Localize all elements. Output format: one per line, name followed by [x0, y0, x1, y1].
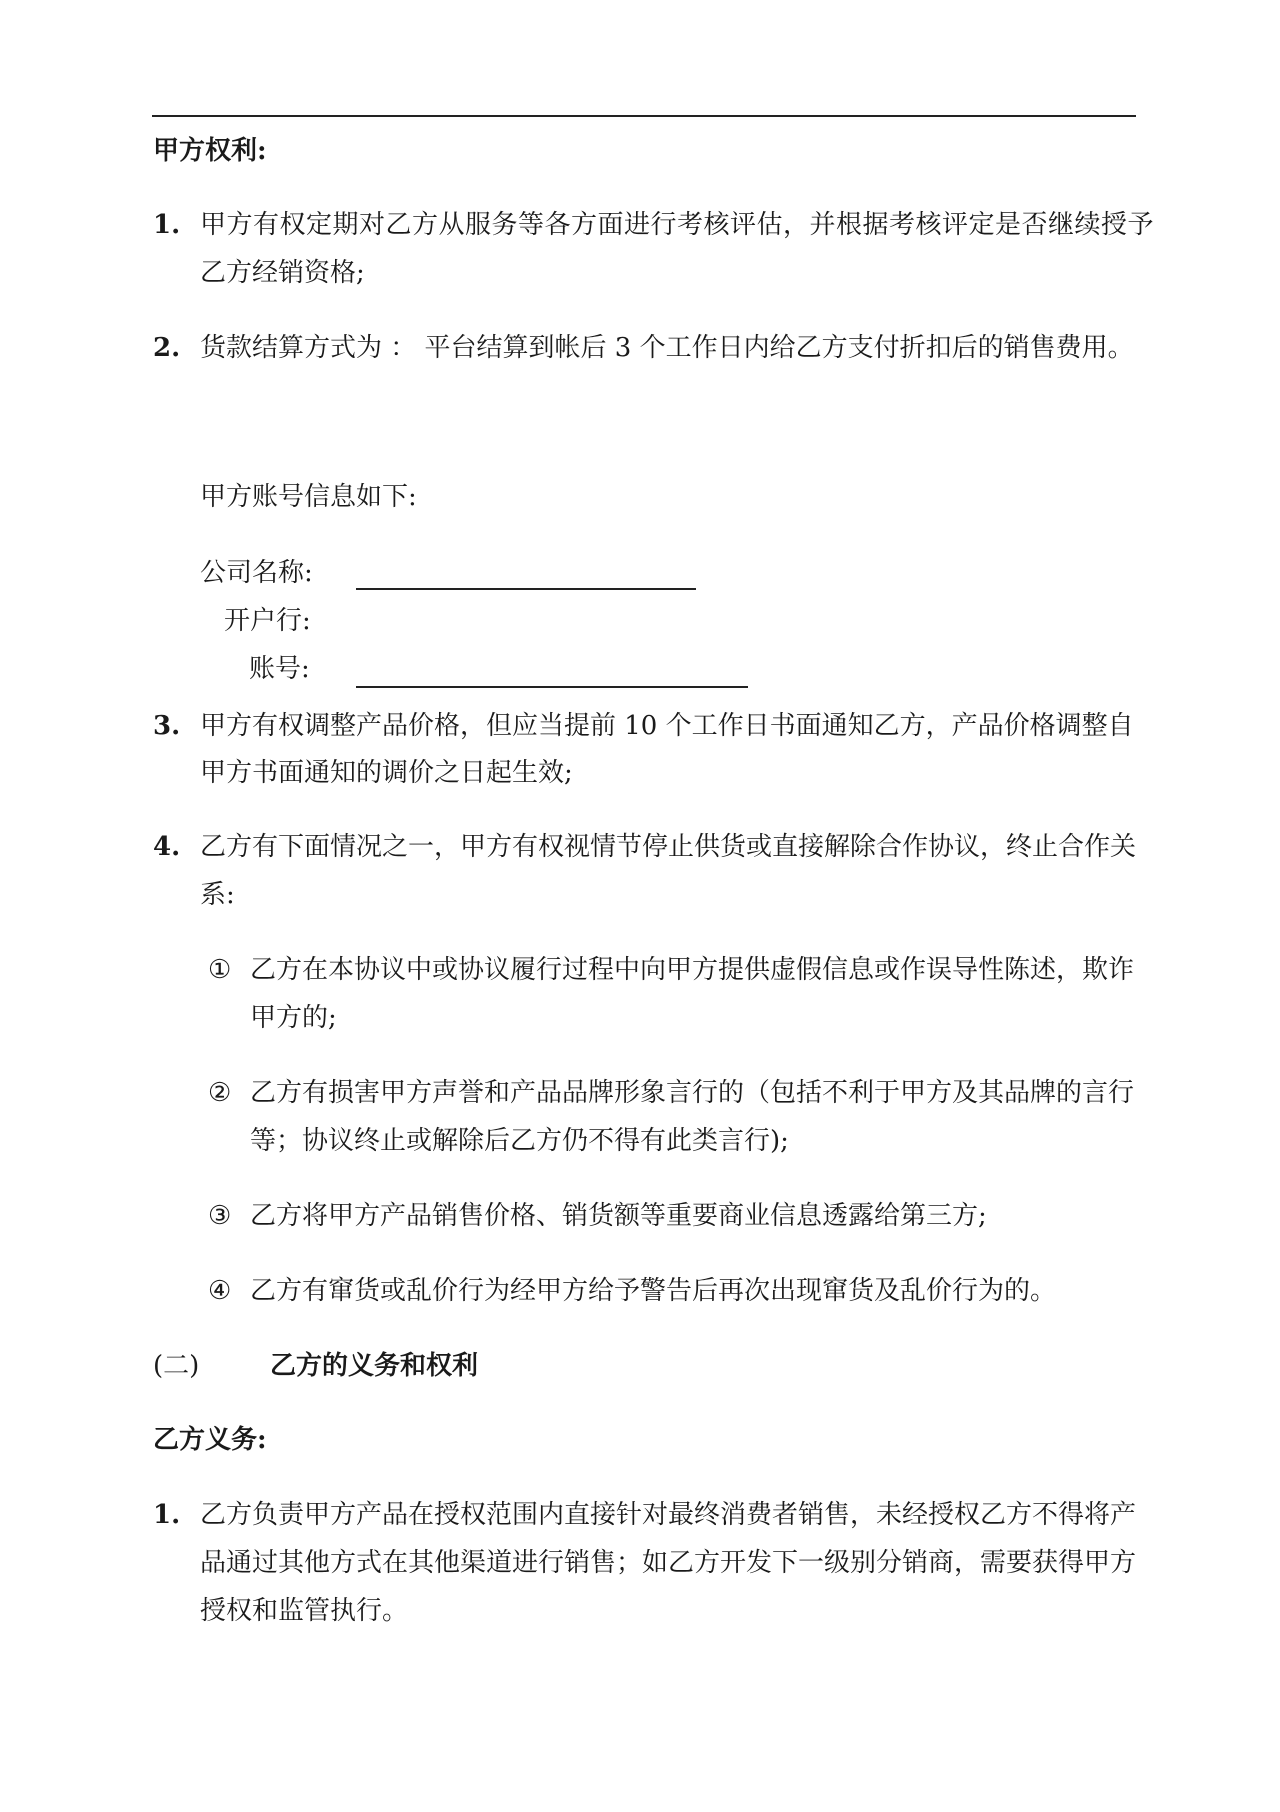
- party-a-rights-heading: 甲方权利:: [153, 136, 267, 166]
- item-1-line-1: 甲方有权定期对乙方从服务等各方面进行考核评估，并根据考核评定是否继续授予: [200, 210, 1155, 240]
- company-name-label: 公司名称:: [200, 558, 313, 588]
- sub-item-4-number: ④: [208, 1276, 232, 1306]
- sub-item-3-line-1: 乙方将甲方产品销售价格、销货额等重要商业信息透露给第三方;: [250, 1201, 987, 1231]
- company-name-blank: [356, 588, 696, 590]
- account-number-blank: [356, 686, 748, 688]
- sub-item-4-line-1: 乙方有窜货或乱价行为经甲方给予警告后再次出现窜货及乱价行为的。: [250, 1276, 1057, 1306]
- item-4-line-1: 乙方有下面情况之一，甲方有权视情节停止供货或直接解除合作协议，终止合作关: [200, 832, 1137, 862]
- sub-item-3-number: ③: [208, 1201, 232, 1231]
- item-4-line-2: 系:: [200, 880, 235, 910]
- bank-label: 开户行:: [224, 606, 311, 636]
- sub-item-2-line-2: 等；协议终止或解除后乙方仍不得有此类言行);: [250, 1126, 789, 1156]
- party-b-item-1-line-3: 授权和监管执行。: [200, 1596, 409, 1626]
- party-b-item-1-line-2: 品通过其他方式在其他渠道进行销售；如乙方开发下一级别分销商，需要获得甲方: [200, 1548, 1137, 1578]
- account-info-intro: 甲方账号信息如下:: [200, 482, 417, 512]
- sub-item-1-line-1: 乙方在本协议中或协议履行过程中向甲方提供虚假信息或作误导性陈述，欺诈: [250, 955, 1135, 985]
- party-b-obligations-heading: 乙方义务:: [153, 1425, 267, 1455]
- header-rule: [152, 115, 1136, 117]
- sub-item-2-number: ②: [208, 1078, 232, 1108]
- sub-item-1-number: ①: [208, 955, 232, 985]
- item-2-number: 2.: [153, 333, 181, 363]
- item-1-line-2: 乙方经销资格;: [200, 258, 365, 288]
- item-3-line-2: 甲方书面通知的调价之日起生效;: [200, 758, 573, 788]
- sub-item-1-line-2: 甲方的;: [250, 1003, 337, 1033]
- account-label: 账号:: [249, 654, 310, 684]
- item-4-number: 4.: [153, 832, 181, 862]
- section-2-number: (二): [153, 1351, 200, 1381]
- sub-item-2-line-1: 乙方有损害甲方声誉和产品品牌形象言行的（包括不利于甲方及其品牌的言行: [250, 1078, 1135, 1108]
- item-2-line-1: 货款结算方式为 ： 平台结算到帐后 3 个工作日内给乙方支付折扣后的销售费用。: [200, 333, 1134, 363]
- party-b-item-1-number: 1.: [153, 1500, 181, 1530]
- item-3-number: 3.: [153, 711, 181, 741]
- item-1-number: 1.: [153, 210, 181, 240]
- section-2-title: 乙方的义务和权利: [270, 1351, 479, 1381]
- item-3-line-1: 甲方有权调整产品价格，但应当提前 10 个工作日书面通知乙方，产品价格调整自: [200, 711, 1134, 741]
- party-b-item-1-line-1: 乙方负责甲方产品在授权范围内直接针对最终消费者销售，未经授权乙方不得将产: [200, 1500, 1137, 1530]
